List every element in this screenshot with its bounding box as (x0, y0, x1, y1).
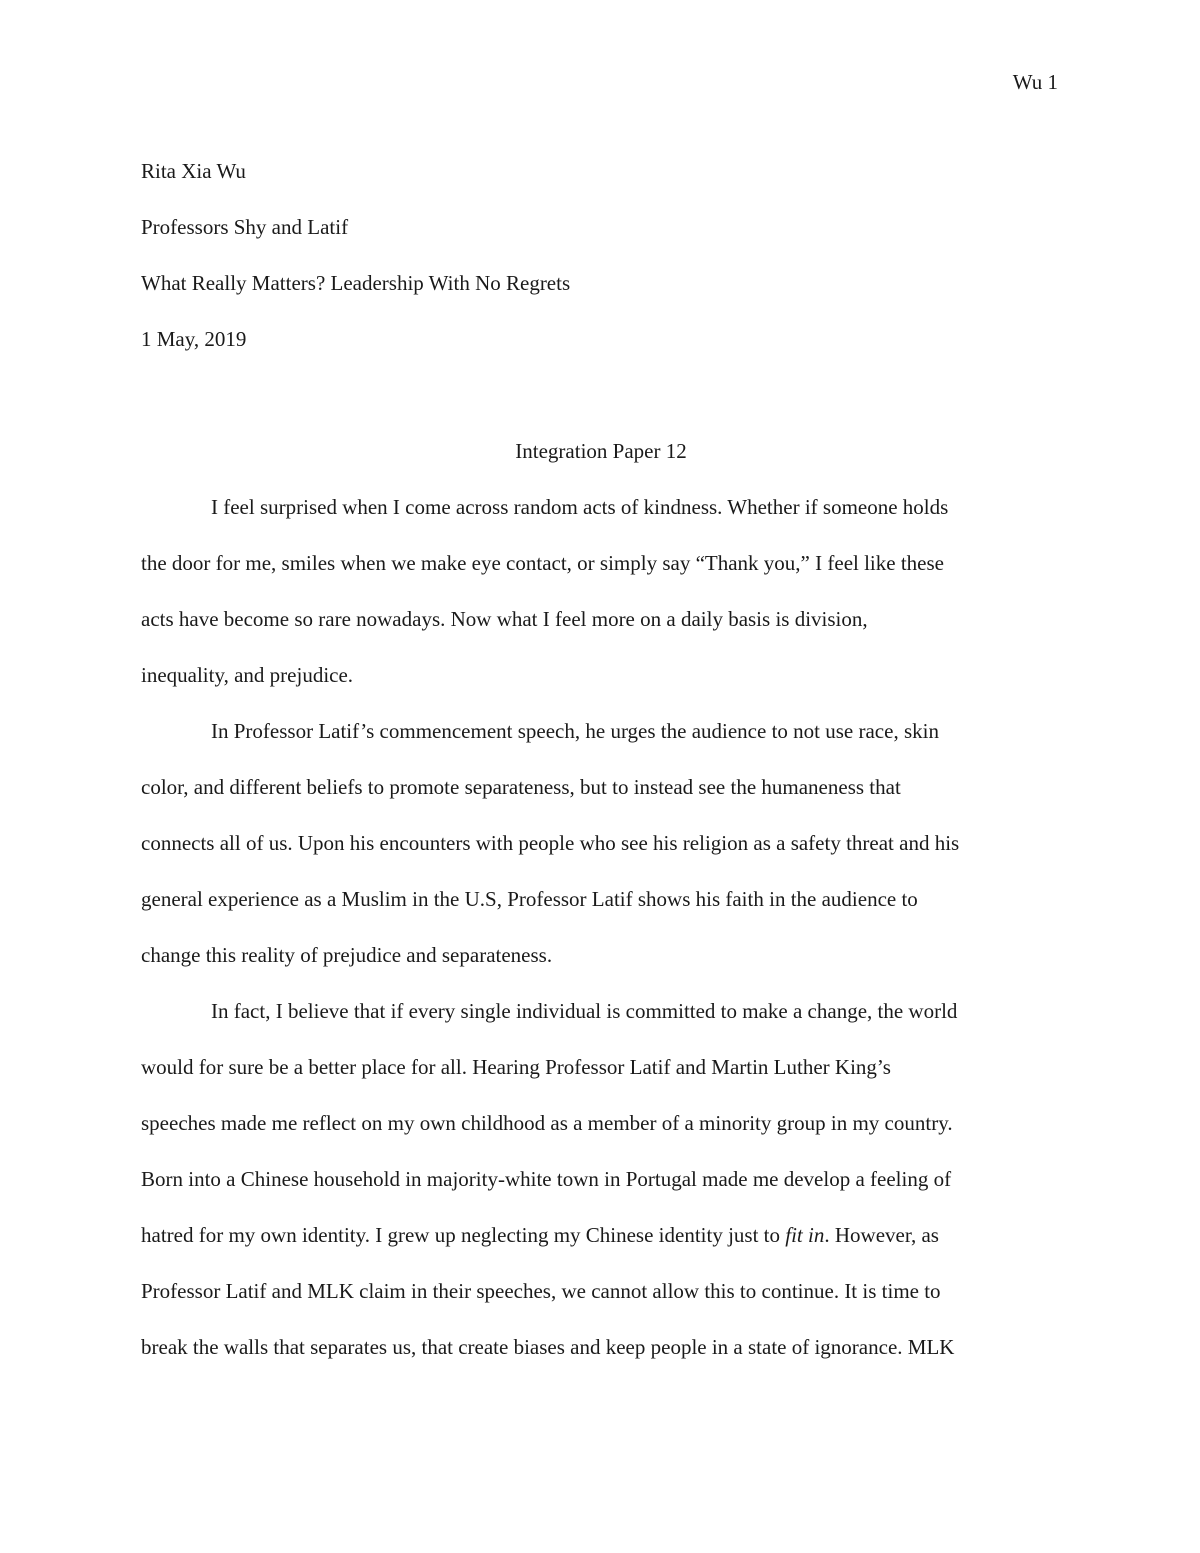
paragraph-line: acts have become so rare nowadays. Now what I feel more on a daily basis is division, (141, 607, 868, 631)
course-line: What Really Matters? Leadership With No Regrets (141, 271, 571, 295)
paragraph-line: the door for me, smiles when we make eye contact, or simply say “Thank you,” I feel like these (141, 551, 944, 575)
paragraph-line: speeches made me reflect on my own childhood as a member of a minority group in my country. (141, 1111, 953, 1135)
paragraph-line: In fact, I believe that if every single individual is committed to make a change, the world (211, 999, 958, 1023)
paragraph-line-with-italic (141, 1207, 1061, 1263)
blank-line (141, 367, 1061, 423)
author-name: Rita Xia Wu (141, 159, 246, 183)
paper-title: Integration Paper 12 (515, 439, 687, 463)
paragraph-line: break the walls that separates us, that create biases and keep people in a state of ignorance. MLK (141, 1335, 955, 1359)
text-before-italic: hatred for my own identity. I grew up neglecting my Chinese identity just to (141, 1223, 786, 1247)
italic-phrase: fit in (785, 1223, 825, 1247)
paragraph-1 (141, 479, 1061, 703)
text-after-italic: . However, as (824, 1223, 939, 1247)
paragraph-line: In Professor Latif’s commencement speech, he urges the audience to not use race, skin (211, 719, 939, 743)
paragraph-line: Born into a Chinese household in majority-white town in Portugal made me develop a feeling of (141, 1167, 952, 1191)
paragraph-line: general experience as a Muslim in the U.S, Professor Latif shows his faith in the audience to (141, 887, 918, 911)
paragraph-line: Professor Latif and MLK claim in their speeches, we cannot allow this to continue. It is time to (141, 1279, 941, 1303)
running-head: Wu 1 (1012, 70, 1058, 94)
paragraph-line: I feel surprised when I come across random acts of kindness. Whether if someone holds (211, 495, 949, 519)
paragraph-3 (141, 983, 1061, 1375)
document-body (141, 143, 1061, 1375)
paragraph-line: would for sure be a better place for all. Hearing Professor Latif and Martin Luther King’s (141, 1055, 891, 1079)
paragraph-line: color, and different beliefs to promote separateness, but to instead see the humaneness that (141, 775, 901, 799)
date-line: 1 May, 2019 (141, 327, 247, 351)
professors-line: Professors Shy and Latif (141, 215, 349, 239)
paragraph-line: connects all of us. Upon his encounters with people who see his religion as a safety threat and his (141, 831, 960, 855)
paragraph-2 (141, 703, 1061, 983)
paragraph-line: change this reality of prejudice and separateness. (141, 943, 553, 967)
paragraph-line: inequality, and prejudice. (141, 663, 354, 687)
